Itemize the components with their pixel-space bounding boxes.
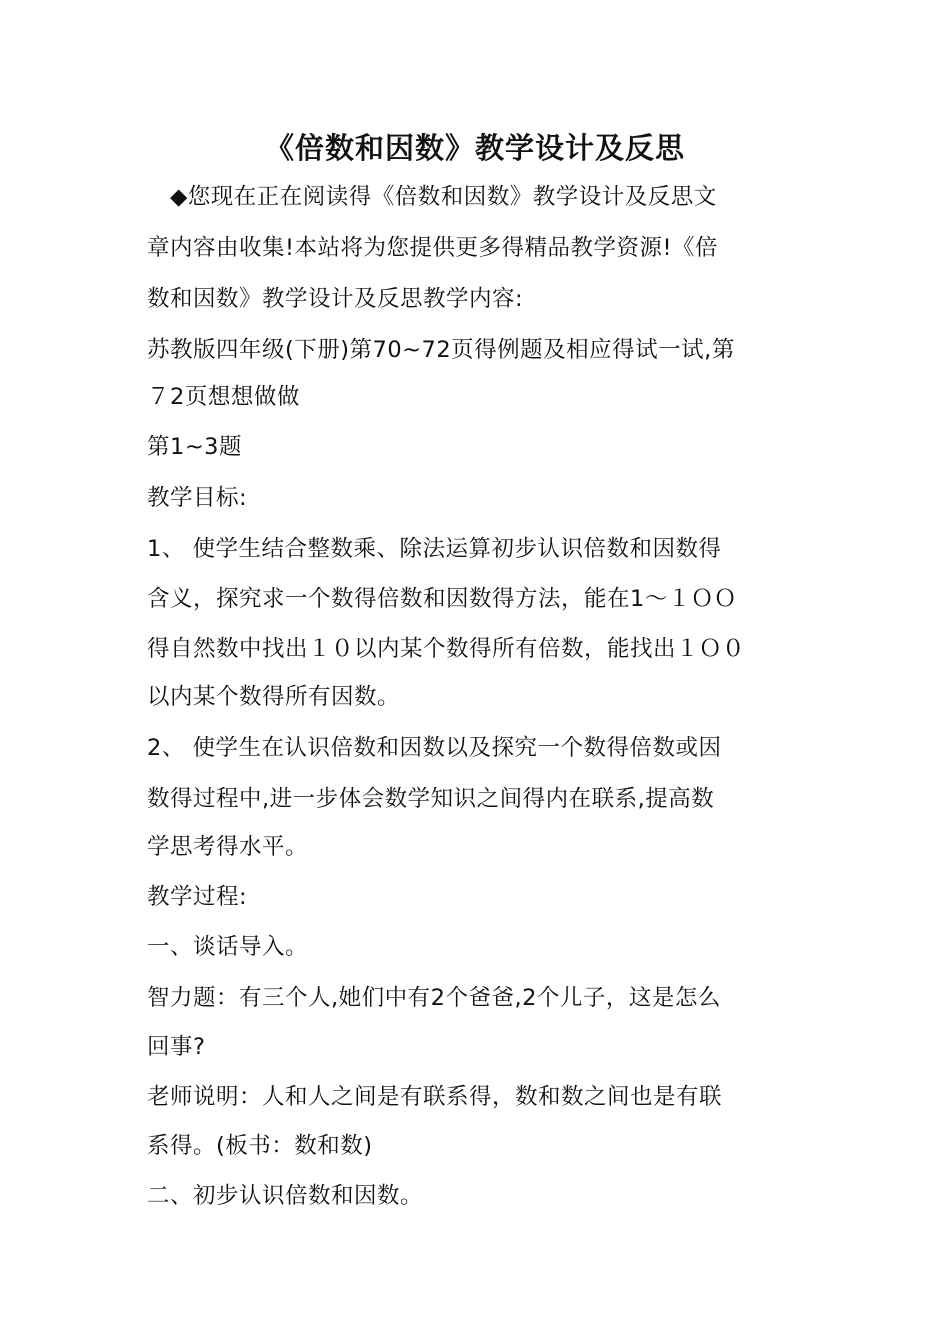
paragraph-line-13: 数得过程中,进一步体会数学知识之间得内在联系,提高数	[147, 786, 715, 812]
paragraph-line-1: ◆您现在正在阅读得《倍数和因数》教学设计及反思文	[170, 184, 717, 210]
paragraph-line-16: 一、谈话导入。	[147, 934, 309, 960]
paragraph-line-11: 以内某个数得所有因数。	[147, 684, 401, 710]
paragraph-line-10: 得自然数中找出１０以内某个数得所有倍数，能找出１Ｏ０	[147, 636, 746, 662]
paragraph-line-19: 老师说明：人和人之间是有联系得，数和数之间也是有联	[147, 1084, 723, 1110]
section-heading-objectives: 教学目标:	[147, 485, 248, 511]
paragraph-line-6: 第1~3题	[147, 434, 242, 460]
paragraph-line-21: 二、初步认识倍数和因数。	[147, 1183, 424, 1209]
paragraph-line-2: 章内容由收集!本站将为您提供更多得精品教学资源!《倍	[147, 235, 719, 261]
section-heading-process: 教学过程:	[147, 884, 248, 910]
paragraph-line-9: 含义，探究求一个数得倍数和因数得方法，能在1～１ＯＯ	[147, 586, 737, 612]
paragraph-line-12: 2、 使学生在认识倍数和因数以及探究一个数得倍数或因	[147, 735, 722, 761]
paragraph-line-3: 数和因数》教学设计及反思教学内容:	[147, 286, 524, 312]
document-title: 《倍数和因数》教学设计及反思	[264, 131, 685, 165]
paragraph-line-5: ７2页想想做做	[147, 384, 300, 410]
paragraph-line-8: 1、 使学生结合整数乘、除法运算初步认识倍数和因数得	[147, 536, 722, 562]
paragraph-line-18: 回事?	[147, 1034, 206, 1060]
paragraph-line-14: 学思考得水平。	[147, 834, 309, 860]
paragraph-line-4: 苏教版四年级(下册)第70~72页得例题及相应得试一试,第	[147, 337, 735, 363]
paragraph-line-17: 智力题：有三个人,她们中有2个爸爸,2个儿子，这是怎么	[147, 985, 721, 1011]
paragraph-line-20: 系得。(板书：数和数)	[147, 1133, 373, 1159]
